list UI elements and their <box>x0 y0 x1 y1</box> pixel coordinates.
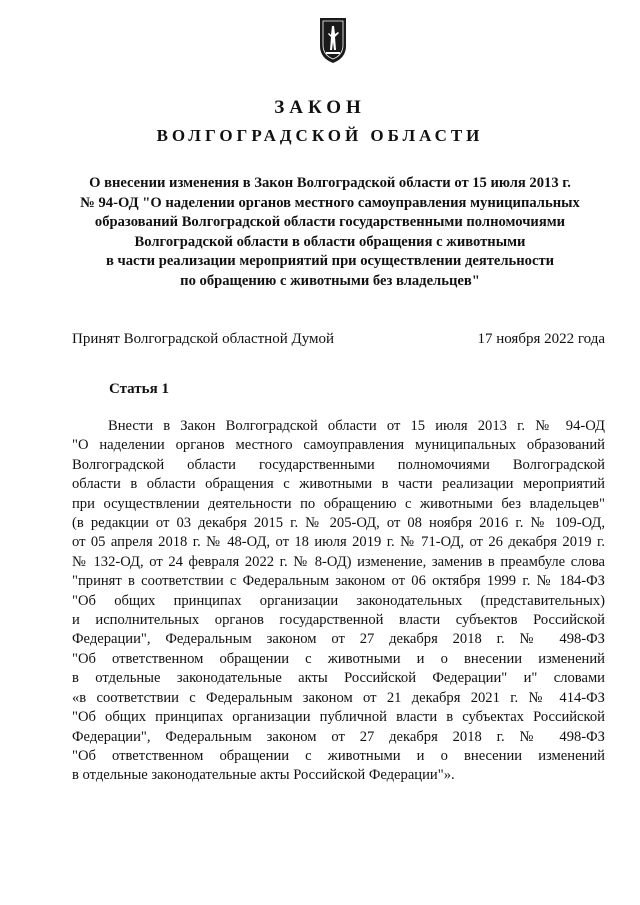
body-line: "О наделении органов местного самоуправления муниципальных образований <box>72 437 605 454</box>
subtitle-line: Волгоградской области в области обращения с животными <box>134 233 526 250</box>
body-line: Федерации", Федеральным законом от 27 декабря 2018 г. № 498-ФЗ <box>72 631 605 648</box>
body-line: в отдельные законодательные акты Российской Федерации"». <box>72 767 455 784</box>
body-line: № 132-ОД, от 24 февраля 2022 г. № 8-ОД) изменение, заменив в преамбуле слова <box>72 553 605 570</box>
law-subtitle <box>60 174 600 291</box>
subtitle-line: образований Волгоградской области государственными полномочиями <box>94 214 566 230</box>
adoption-date: 17 ноября 2022 года <box>477 331 605 347</box>
coat-of-arms-icon <box>318 16 348 64</box>
body-line: Внести в Закон Волгоградской области от 15 июля 2013 г. № 94-ОД <box>108 418 605 434</box>
body-line: Волгоградской области государственными полномочиями Волгоградской <box>72 456 605 473</box>
body-line: области в области обращения с животными в части реализации мероприятий <box>72 476 605 493</box>
body-line: при осуществлении деятельности по обращению с животными без владельцев" <box>72 495 605 512</box>
body-line: "Об общих принципах организации законодательных (представительных) <box>72 592 605 609</box>
body-line: "Об общих принципах организации публичной власти в субъектах Российской <box>72 709 605 726</box>
title-line-2: ВОЛГОГРАДСКОЙ ОБЛАСТИ <box>156 126 484 145</box>
volgograd-coat-of-arms-icon <box>318 16 348 64</box>
law-title <box>0 94 640 150</box>
adopted-by: Принят Волгоградской областной Думой <box>72 331 335 347</box>
subtitle-line: по обращению с животными без владельцев" <box>180 272 480 289</box>
body-line: от 05 апреля 2018 г. № 48-ОД, от 18 июля 2019 г. № 71-ОД, от 26 декабря 2019 г. <box>72 534 605 551</box>
article-body <box>72 417 605 786</box>
article-heading: Статья 1 <box>109 381 169 397</box>
subtitle-line: в части реализации мероприятий при осуществлении деятельности <box>105 253 555 269</box>
body-line: и исполнительных органов государственной власти субъектов Российской <box>72 612 605 629</box>
body-line: «в соответствии с Федеральным законом от 21 декабря 2021 г. № 414-ФЗ <box>72 689 605 706</box>
subtitle-line: № 94-ОД "О наделении органов местного самоуправления муниципальных <box>80 194 580 211</box>
body-line: "принят в соответствии с Федеральным законом от 06 октября 1999 г. № 184-ФЗ <box>72 573 605 590</box>
body-line: Федерации", Федеральным законом от 27 декабря 2018 г. № 498-ФЗ <box>72 728 605 745</box>
title-line-1: ЗАКОН <box>274 97 366 118</box>
subtitle-line: О внесении изменения в Закон Волгоградской области от 15 июля 2013 г. <box>89 175 571 191</box>
body-line: (в редакции от 03 декабря 2015 г. № 205-ОД, от 08 ноября 2016 г. № 109-ОД, <box>72 515 605 532</box>
body-line: в отдельные законодательные акты Российской Федерации" и" словами <box>72 670 605 687</box>
body-line: "Об ответственном обращении с животными и о внесении изменений <box>72 747 605 764</box>
body-line: "Об ответственном обращении с животными и о внесении изменений <box>72 650 605 667</box>
